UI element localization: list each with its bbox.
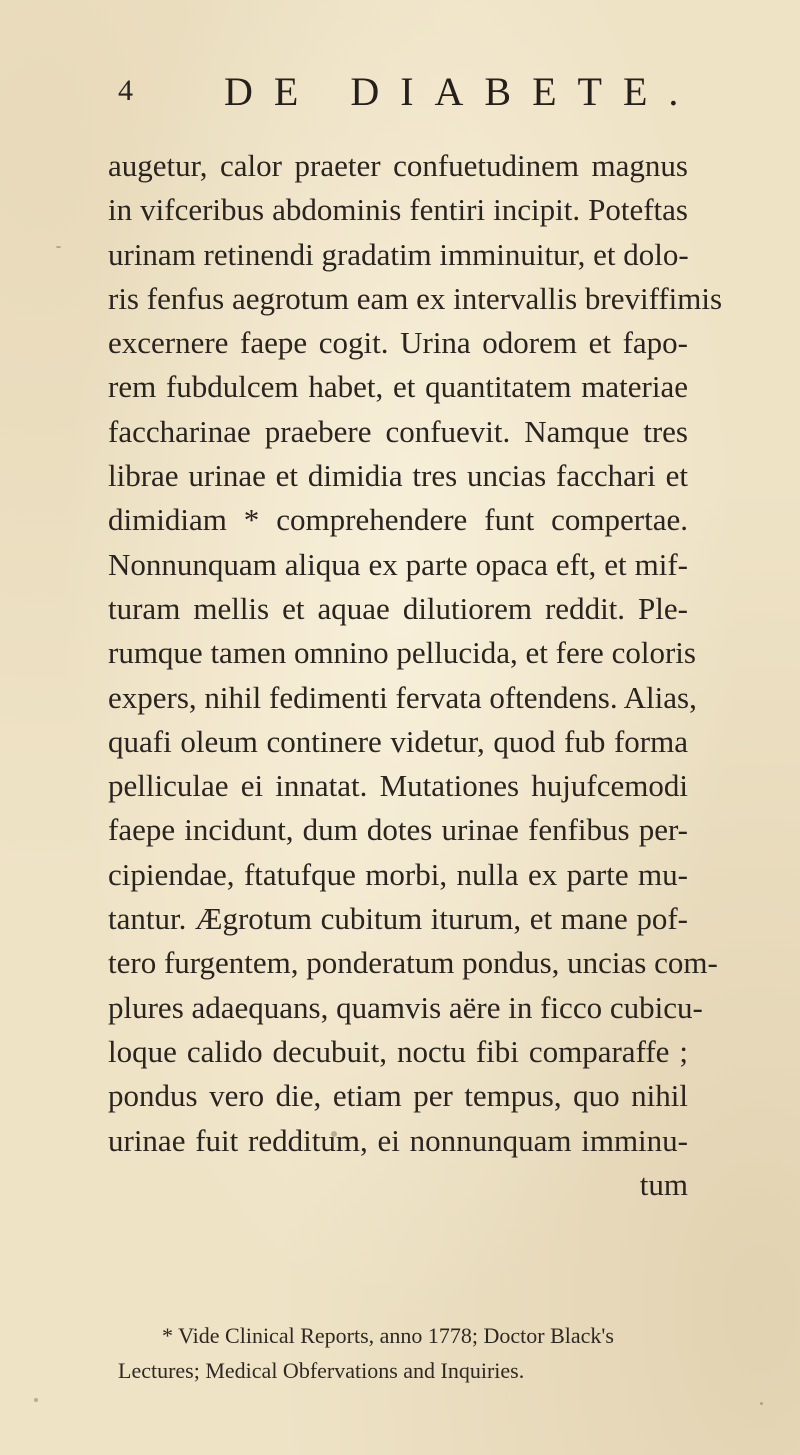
paper-speck bbox=[760, 1402, 763, 1405]
footnote bbox=[118, 1318, 688, 1388]
text-line: plures adaequans, quamvis aëre in ficco cubicu- bbox=[108, 989, 703, 1025]
footnote-line: * Vide Clinical Reports, anno 1778; Doctor Black's bbox=[162, 1323, 614, 1348]
text-line: tero furgentem, ponderatum pondus, uncias com- bbox=[108, 945, 718, 981]
text-line: pelliculae ei innatat. Mutationes hujufcemodi bbox=[108, 768, 688, 804]
running-title: DE DIABETE. bbox=[224, 69, 700, 114]
page-header bbox=[118, 68, 718, 118]
text-line: faccharinae praebere confuevit. Namque tres bbox=[108, 413, 688, 449]
text-line: ris fenfus aegrotum eam ex intervallis breviffimis bbox=[108, 280, 723, 316]
text-line: cipiendae, ftatufque morbi, nulla ex parte mu- bbox=[108, 856, 688, 892]
text-line: Nonnunquam aliqua ex parte opaca eft, et mif- bbox=[108, 546, 688, 582]
text-line: pondus vero die, etiam per tempus, quo nihil bbox=[108, 1078, 688, 1114]
text-line: urinam retinendi gradatim imminuitur, et dolo- bbox=[108, 236, 689, 272]
text-line: dimidiam * comprehendere funt compertae. bbox=[108, 502, 688, 538]
text-line: rumque tamen omnino pellucida, et fere coloris bbox=[108, 635, 696, 671]
text-line: tantur. Ægrotum cubitum iturum, et mane pof- bbox=[108, 901, 688, 937]
text-line: in vifceribus abdominis fentiri incipit. Poteftas bbox=[108, 192, 688, 228]
text-line: urinae fuit redditum, ei nonnunquam imminu- bbox=[108, 1122, 688, 1158]
text-line: loque calido decubuit, noctu fibi comparaffe ; bbox=[108, 1033, 688, 1069]
text-line: quafi oleum continere videtur, quod fub forma bbox=[108, 723, 688, 759]
page-number: 4 bbox=[118, 74, 133, 107]
text-line: excernere faepe cogit. Urina odorem et fapo- bbox=[108, 325, 688, 361]
text-line: rem fubdulcem habet, et quantitatem materiae bbox=[108, 369, 688, 405]
paper-speck bbox=[331, 1131, 337, 1137]
text-line: faepe incidunt, dum dotes urinae fenfibus per- bbox=[108, 812, 688, 848]
catchword: tum bbox=[639, 1166, 688, 1202]
paper-speck bbox=[34, 1398, 38, 1402]
body-text bbox=[108, 144, 723, 1207]
text-line: augetur, calor praeter confuetudinem magnus bbox=[108, 148, 688, 183]
text-line: turam mellis et aquae dilutiorem reddit. Ple- bbox=[108, 590, 688, 626]
paper-speck bbox=[56, 246, 61, 248]
text-line: expers, nihil fedimenti fervata oftendens. Alias, bbox=[108, 679, 697, 715]
text-line: librae urinae et dimidia tres uncias facchari et bbox=[108, 458, 688, 494]
footnote-line: Lectures; Medical Obfervations and Inquiries. bbox=[118, 1358, 525, 1383]
